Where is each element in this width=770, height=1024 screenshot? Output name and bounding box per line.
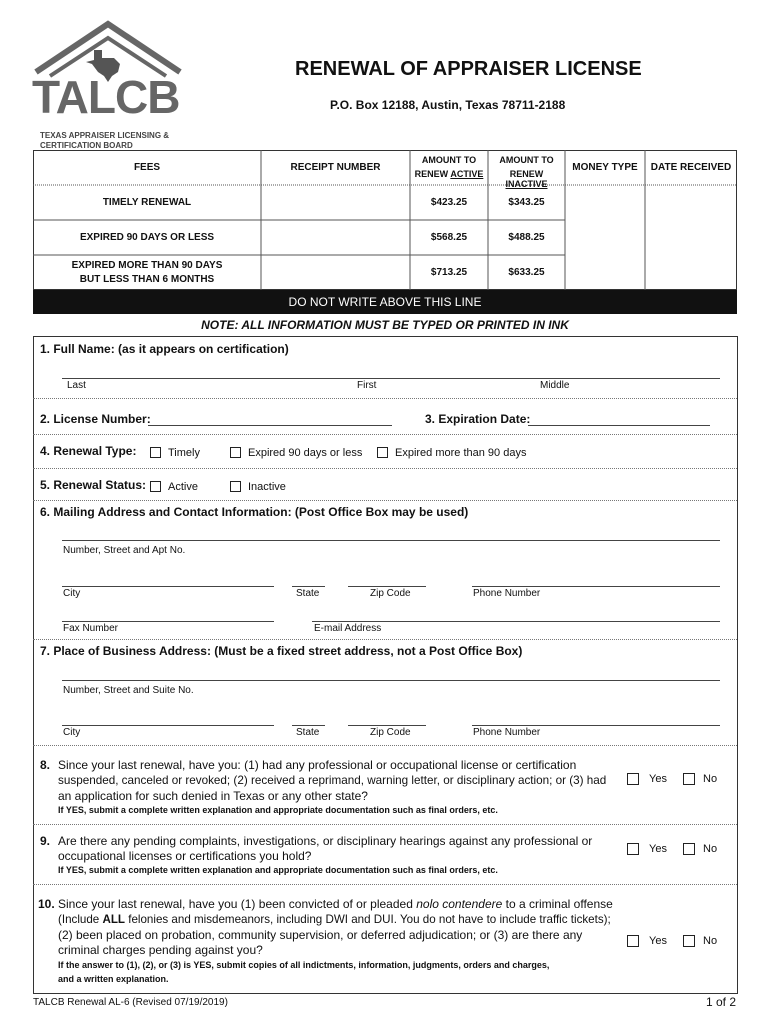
business-address-label: 7. Place of Business Address: (Must be a fixed street address, not a Post Office Box)	[40, 644, 523, 658]
q10-line4: criminal charges pending against you?	[58, 943, 263, 957]
mailing-state-caption: State	[296, 588, 320, 599]
renewal-status-inactive-label: Inactive	[248, 481, 286, 493]
q10-line1a: Since your last renewal, have you (1) been convicted of or pleaded	[58, 897, 417, 911]
logo-wordmark: TALCB	[32, 71, 180, 123]
col-money: MONEY TYPE	[572, 162, 638, 173]
mailing-zip-field[interactable]	[348, 586, 426, 587]
mailing-zip-caption: Zip Code	[370, 588, 411, 599]
renewal-type-expired-more-label: Expired more than 90 days	[395, 447, 527, 459]
board-address: P.O. Box 12188, Austin, Texas 78711-2188	[330, 98, 566, 112]
row-expired90-active: $568.25	[430, 232, 468, 243]
col-active-2	[410, 169, 488, 179]
full-name-field[interactable]	[62, 378, 720, 379]
q9-yes-label: Yes	[649, 843, 667, 855]
q9-yes-checkbox[interactable]	[627, 843, 639, 855]
q10-line2a: (Include	[58, 913, 103, 926]
q9-no-checkbox[interactable]	[683, 843, 695, 855]
q10-note2: and a written explanation.	[58, 974, 169, 984]
q10-line3: (2) been placed on probation, community supervision, or deferred adjudication; or (3) are there any	[58, 928, 583, 942]
q9-line2: occupational licenses or certifications you hold?	[58, 849, 312, 863]
mailing-phone-field[interactable]	[472, 586, 720, 587]
divider	[33, 434, 737, 435]
renewal-type-label: 4. Renewal Type:	[40, 444, 137, 458]
divider	[33, 639, 737, 640]
form-revision: TALCB Renewal AL-6 (Revised 07/19/2019)	[33, 997, 228, 1008]
q10-line2b: ALL	[102, 913, 126, 926]
q10-line1	[58, 897, 613, 913]
col-inactive-1: AMOUNT TO	[499, 155, 554, 165]
email-field[interactable]	[312, 621, 720, 622]
col-inactive-2a: RENEW	[509, 169, 544, 179]
renewal-status-inactive-checkbox[interactable]	[230, 481, 241, 492]
col-active-2b: ACTIVE	[450, 169, 484, 179]
mailing-phone-caption: Phone Number	[473, 588, 541, 599]
q10-line1c: to a criminal offense	[502, 897, 613, 911]
license-number-field[interactable]	[148, 425, 392, 426]
divider	[33, 824, 737, 825]
q8-number: 8.	[40, 758, 51, 772]
col-receipt: RECEIPT NUMBER	[290, 162, 381, 173]
row-timely-inactive: $343.25	[508, 197, 545, 208]
do-not-write-banner: DO NOT WRITE ABOVE THIS LINE	[33, 290, 737, 314]
talcb-logo	[30, 20, 190, 150]
renewal-type-expired-more-checkbox[interactable]	[377, 447, 388, 458]
q10-note1: If the answer to (1), (2), or (3) is YES, submit copies of all indictments, information, judgments, orders and charges,	[58, 960, 550, 970]
divider	[33, 745, 737, 746]
first-name-caption: First	[357, 380, 377, 391]
renewal-status-label: 5. Renewal Status:	[40, 478, 147, 492]
page-number: 1 of 2	[706, 995, 737, 1009]
renewal-type-timely-label: Timely	[168, 447, 200, 459]
q8-line3: an application for such denied in Texas or any other state?	[58, 789, 368, 803]
row-expired6m-inactive: $633.25	[508, 267, 545, 278]
q8-note: If YES, submit a complete written explanation and appropriate documentation such as final orders, etc.	[58, 805, 498, 815]
renewal-type-expired90-label: Expired 90 days or less	[248, 447, 363, 459]
q10-no-checkbox[interactable]	[683, 935, 695, 947]
col-fees: FEES	[133, 162, 161, 173]
row-expired6m-label1: EXPIRED MORE THAN 90 DAYS	[71, 260, 223, 271]
business-phone-caption: Phone Number	[473, 727, 541, 738]
q9-note: If YES, submit a complete written explanation and appropriate documentation such as final orders, etc.	[58, 865, 498, 875]
mailing-city-caption: City	[63, 588, 81, 599]
last-name-caption: Last	[67, 380, 86, 391]
renewal-type-timely-checkbox[interactable]	[150, 447, 161, 458]
business-street-caption: Number, Street and Suite No.	[63, 685, 194, 696]
renewal-type-expired90-checkbox[interactable]	[230, 447, 241, 458]
q8-line2: suspended, canceled or revoked; (2) received a reprimand, warning letter, or disciplinary action; or (3) had	[58, 774, 607, 787]
q8-yes-label: Yes	[649, 773, 667, 785]
expiration-date-label: 3. Expiration Date:	[425, 412, 531, 426]
logo-subtitle-1: TEXAS APPRAISER LICENSING &	[40, 131, 170, 140]
col-date: DATE RECEIVED	[650, 162, 732, 173]
q10-yes-label: Yes	[649, 935, 667, 947]
divider	[33, 500, 737, 501]
logo-subtitle-2: CERTIFICATION BOARD	[40, 141, 133, 150]
q9-line1: Are there any pending complaints, investigations, or disciplinary hearings against any professional or	[58, 834, 593, 848]
q10-yes-checkbox[interactable]	[627, 935, 639, 947]
business-state-field[interactable]	[292, 725, 325, 726]
q9-number: 9.	[40, 834, 51, 848]
mailing-street-field[interactable]	[62, 540, 720, 541]
q8-line1: Since your last renewal, have you: (1) had any professional or occupational license or certification	[58, 758, 577, 772]
q8-yes-checkbox[interactable]	[627, 773, 639, 785]
renewal-status-active-label: Active	[168, 481, 198, 493]
full-name-label: 1. Full Name: (as it appears on certification)	[40, 342, 289, 356]
license-number-label: 2. License Number:	[40, 412, 151, 426]
q10-line1b: nolo contendere	[416, 897, 503, 911]
fax-field[interactable]	[62, 621, 274, 622]
row-expired6m-active: $713.25	[430, 267, 468, 278]
middle-name-caption: Middle	[540, 380, 570, 391]
renewal-status-active-checkbox[interactable]	[150, 481, 161, 492]
col-inactive-2	[488, 169, 565, 189]
divider	[33, 884, 737, 885]
business-street-field[interactable]	[62, 680, 720, 681]
row-expired90-label: EXPIRED 90 DAYS OR LESS	[79, 232, 215, 243]
row-timely-active: $423.25	[430, 197, 468, 208]
mailing-street-caption: Number, Street and Apt No.	[63, 545, 186, 556]
q10-number: 10.	[38, 897, 55, 911]
row-expired90-inactive: $488.25	[508, 232, 545, 243]
business-phone-field[interactable]	[472, 725, 720, 726]
col-active-1: AMOUNT TO	[421, 155, 477, 165]
business-zip-caption: Zip Code	[370, 727, 411, 738]
q10-line2	[58, 912, 611, 928]
q9-no-label: No	[703, 843, 718, 855]
mailing-address-label: 6. Mailing Address and Contact Information: (Post Office Box may be used)	[40, 505, 469, 519]
q8-no-label: No	[703, 773, 718, 785]
expiration-date-field[interactable]	[528, 425, 710, 426]
mailing-city-field[interactable]	[62, 586, 274, 587]
business-zip-field[interactable]	[348, 725, 426, 726]
fee-table	[33, 150, 737, 290]
q8-no-checkbox[interactable]	[683, 773, 695, 785]
col-inactive-2b: INACTIVE	[505, 179, 548, 189]
q10-line2c: felonies and misdemeanors, including DWI and DUI. You do not have to include traffic tickets);	[125, 913, 611, 926]
ink-note: NOTE: ALL INFORMATION MUST BE TYPED OR PRINTED IN INK	[201, 318, 569, 332]
row-timely-label: TIMELY RENEWAL	[102, 197, 192, 208]
col-active-2a: RENEW	[414, 169, 451, 179]
fax-caption: Fax Number	[63, 623, 119, 634]
page-title: RENEWAL OF APPRAISER LICENSE	[295, 58, 642, 80]
q10-no-label: No	[703, 935, 718, 947]
divider	[33, 468, 737, 469]
row-expired6m-label2: BUT LESS THAN 6 MONTHS	[79, 274, 215, 285]
mailing-state-field[interactable]	[292, 586, 325, 587]
business-state-caption: State	[296, 727, 320, 738]
business-city-field[interactable]	[62, 725, 274, 726]
divider	[33, 398, 737, 399]
business-city-caption: City	[63, 727, 81, 738]
email-caption: E-mail Address	[314, 623, 382, 634]
